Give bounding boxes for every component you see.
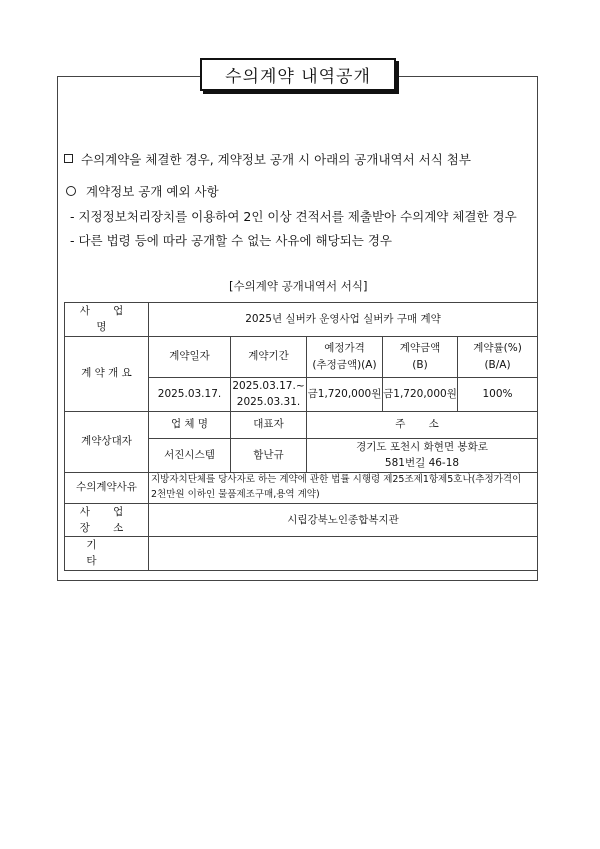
exceptions-heading [66,182,219,200]
location-label: 사 업 장 소 [65,503,149,537]
page-title: 수의계약 내역공개 [200,58,396,91]
contract-period-header: 계약기간 [231,336,307,377]
notice-text: 수의계약을 체결한 경우, 계약정보 공개 시 아래의 공개내역서 서식 첨부 [81,152,471,167]
project-name-value: 2025년 실버카 운영사업 실버카 구매 계약 [149,303,538,337]
address-header: 주 소 [307,411,538,438]
contract-amount-value: 금1,720,000원 [383,377,458,411]
company-name-value: 서진시스템 [149,438,231,472]
location-value: 시립강북노인종합복지관 [149,503,538,537]
exception-item: - 다른 법령 등에 따라 공개할 수 없는 사유에 해당되는 경우 [70,233,392,248]
contract-rate-value: 100% [458,377,538,411]
address-value: 경기도 포천시 화현면 봉화로 581번길 46-18 [307,438,538,472]
estimated-price-header: 예정가격 (추정금액)(A) [307,336,383,377]
other-label: 기 타 [65,537,149,571]
overview-label: 계 약 개 요 [65,336,149,411]
company-name-header: 업 체 명 [149,411,231,438]
exceptions-heading-text: 계약정보 공개 예외 사항 [86,184,219,199]
contract-period-value: 2025.03.17.~ 2025.03.31. [231,377,307,411]
contract-rate-header: 계약률(%) (B/A) [458,336,538,377]
form-title: [수의계약 공개내역서 서식] [229,279,368,293]
estimated-price-value: 금1,720,000원 [307,377,383,411]
exception-item: - 지정정보처리장치를 이용하여 2인 이상 견적서를 제출받아 수의계약 체결한 경우 [70,209,517,224]
contract-date-value: 2025.03.17. [149,377,231,411]
contract-disclosure-table [64,302,538,571]
other-value [149,537,538,571]
counterparty-label: 계약상대자 [65,411,149,472]
contract-amount-header: 계약금액 (B) [383,336,458,377]
representative-value: 함난규 [231,438,307,472]
notice-line [64,150,471,168]
reason-label: 수의계약사유 [65,472,149,503]
contract-date-header: 계약일자 [149,336,231,377]
square-bullet-icon [64,154,73,163]
project-name-label: 사 업 명 [65,303,149,337]
reason-value: 지방자치단체를 당사자로 하는 계약에 관한 법률 시행령 제25조제1항제5호나(추정가격이 2천만원 이하인 물품제조구매,용역 계약) [149,472,538,503]
circle-bullet-icon [66,186,76,196]
representative-header: 대표자 [231,411,307,438]
